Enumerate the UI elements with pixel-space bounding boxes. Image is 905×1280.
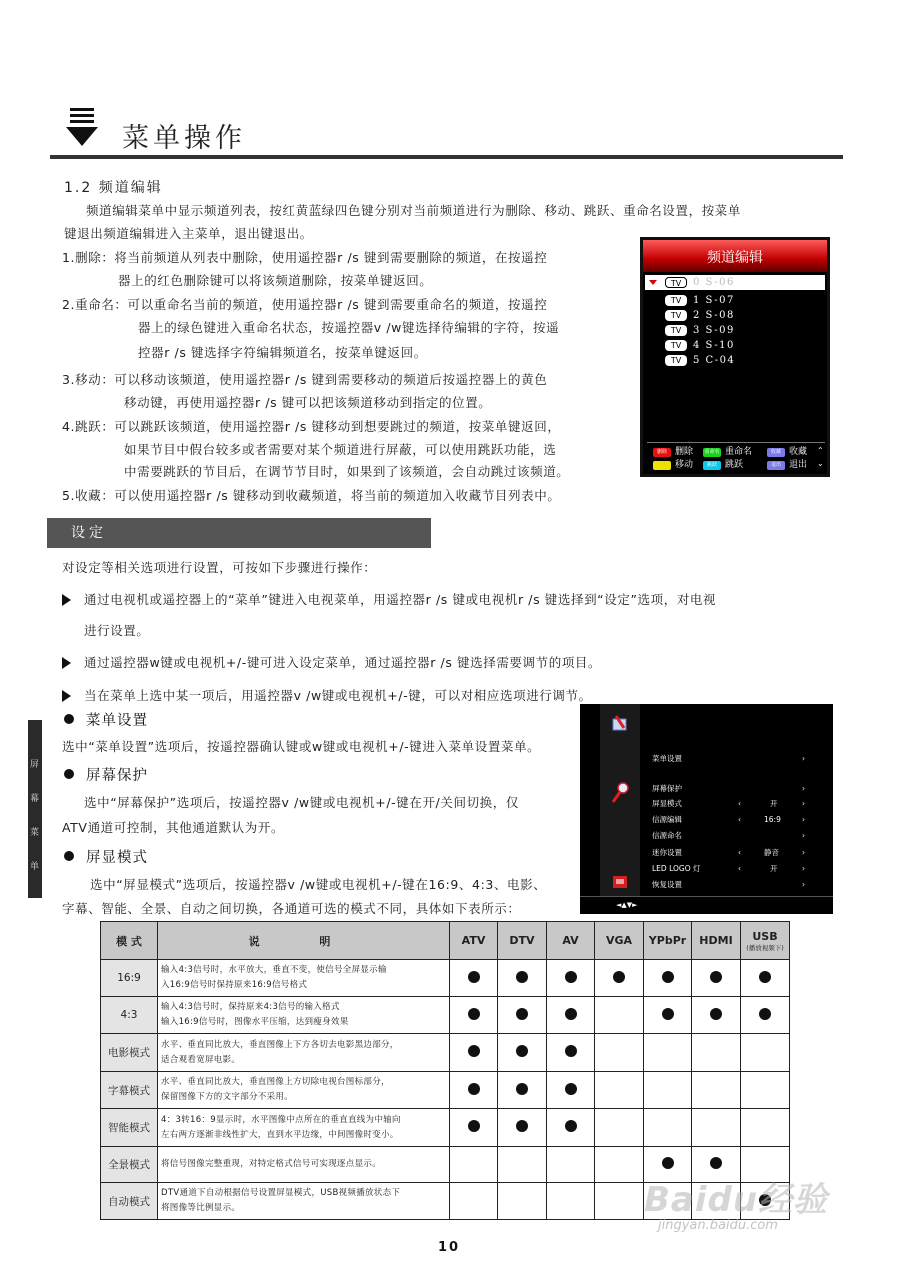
chevron-right-icon: › (802, 864, 805, 873)
col-header: ATV (450, 922, 498, 960)
bullet-icon (64, 851, 74, 861)
nav-keys-hint: ◄▲▼► (616, 901, 638, 909)
legend-favorite: 收藏 (789, 447, 808, 457)
channel-name: 3 S-09 (693, 325, 735, 336)
support-cell (450, 1072, 498, 1109)
item-skip-line: 中需要跳跃的节目后，在调节节目时，如果到了该频道，会自动跳过该频道。 (124, 464, 570, 479)
step-arrow-icon (62, 690, 71, 702)
setup-item-label[interactable]: 菜单设置 (652, 754, 682, 763)
description-line: 将图像等比例显示。 (161, 1203, 241, 1213)
support-cell (498, 1109, 547, 1147)
bullet-icon (64, 769, 74, 779)
support-cell (644, 1034, 692, 1072)
support-cell (450, 1109, 498, 1147)
setup-item-label[interactable]: 信源命名 (652, 831, 682, 840)
support-cell (498, 1034, 547, 1072)
chevron-right-icon: › (802, 784, 805, 793)
legend-rename: 重命名 (725, 447, 753, 457)
usb-label: USB (752, 929, 778, 943)
supported-dot (710, 971, 722, 983)
support-cell (547, 1072, 595, 1109)
support-cell (498, 997, 547, 1034)
supported-dot (468, 1083, 480, 1095)
chevron-right-icon: › (802, 799, 805, 808)
item-move-line: 3.移动：可以移动该频道，使用遥控器r /s 键到需要移动的频道后按遥控器上的黄色 (62, 372, 548, 387)
support-cell (644, 1072, 692, 1109)
legend-move: 移动 (675, 460, 694, 470)
supported-dot (565, 1083, 577, 1095)
supported-dot (468, 1120, 480, 1132)
item-skip-line: 如果节目中假台较多或者需要对某个频道进行屏蔽，可以使用跳跃功能，选 (124, 442, 557, 457)
description-line: 保留图像下方的文字部分不采用。 (161, 1092, 294, 1102)
support-cell (547, 1034, 595, 1072)
section-heading: 1.2 频道编辑 (64, 180, 163, 196)
support-cell (450, 1147, 498, 1183)
description-line: DTV通道下自动根据信号设置屏显模式，USB视频播放状态下 (161, 1188, 401, 1198)
table-row (101, 1109, 790, 1147)
green-key[interactable]: 重命名 (704, 449, 720, 455)
page-number: 10 (438, 1240, 461, 1255)
support-cell (741, 1109, 790, 1147)
channel-name: 2 S-08 (693, 310, 735, 321)
supported-dot (759, 971, 771, 983)
channel-name: 1 S-07 (693, 295, 735, 306)
step-text: 通过电视机或遥控器上的“菜单”键进入电视菜单，用遥控器r /s 键或电视机r /s 键选择到“设定”选项，对电视 (84, 592, 717, 607)
table-header-row (101, 922, 790, 960)
support-cell (692, 1034, 741, 1072)
description-line: 适合观看宽屏电影。 (161, 1054, 241, 1065)
setup-item-label[interactable]: 信源编辑 (652, 815, 682, 824)
item-move-line: 移动键，再使用遥控器r /s 键可以把该频道移动到指定的位置。 (124, 395, 492, 410)
supported-dot (759, 1008, 771, 1020)
support-cell (595, 1109, 644, 1147)
support-cell (498, 960, 547, 997)
pc-icon (612, 874, 628, 890)
screensaver-text: 选中“屏幕保护”选项后，按遥控器v /w键或电视机+/-键在开/关间切换，仅 (84, 795, 519, 810)
col-header: 说 明 (158, 922, 450, 960)
description-line: 4：3转16：9显示时，水平图像中点所在的垂直直线为中轴向 (161, 1114, 401, 1125)
subheading-screensaver: 屏幕保护 (86, 768, 148, 784)
section-bar-settings: 设定 (47, 518, 431, 548)
col-header: DTV (498, 922, 547, 960)
step-arrow-icon (62, 657, 71, 669)
setup-nav-bar (580, 896, 833, 914)
display-mode-text: 选中“屏显模式”选项后，按遥控器v /w键或电视机+/-键在16:9、4:3、电影、 (90, 877, 547, 892)
side-tab (28, 720, 42, 898)
support-cell (450, 960, 498, 997)
cyan-key[interactable]: 跳跃 (703, 461, 721, 470)
subheading-menu-setting: 菜单设置 (86, 713, 148, 729)
supported-dot (516, 1045, 528, 1057)
support-cell (644, 960, 692, 997)
support-cell (644, 1109, 692, 1147)
side-tab-label: 屏幕菜单 (30, 760, 40, 872)
support-cell (692, 997, 741, 1034)
supported-dot (565, 1045, 577, 1057)
supported-dot (613, 971, 625, 983)
support-cell (595, 997, 644, 1034)
description-cell (158, 960, 450, 997)
mode-cell: 智能模式 (101, 1109, 158, 1147)
supported-dot (662, 971, 674, 983)
support-cell (547, 1147, 595, 1183)
supported-dot (516, 1008, 528, 1020)
setup-item-value: 静音 (764, 848, 779, 857)
description-line: 水平、垂直同比放大，垂直图像上下方各切去电影黑边部分， (161, 1039, 399, 1050)
menu-stack-icon (66, 108, 98, 148)
supported-dot (468, 1008, 480, 1020)
step-text: 通过遥控器w键或电视机+/-键可进入设定菜单，通过遥控器r /s 键选择需要调节的项目。 (84, 655, 602, 670)
step-text: 进行设置。 (84, 623, 150, 638)
support-cell (741, 960, 790, 997)
blue-key[interactable]: 收藏 (767, 448, 785, 457)
chevron-right-icon: › (802, 848, 805, 857)
header-divider (50, 155, 843, 159)
col-header: VGA (595, 922, 644, 960)
col-header: YPbPr (644, 922, 692, 960)
down-arrow-icon: ⌄ (817, 459, 824, 468)
col-header: HDMI (692, 922, 741, 960)
table-row (101, 997, 790, 1034)
setup-item-value: 16:9 (764, 815, 781, 824)
channel-name: 4 S-10 (693, 340, 735, 351)
mode-cell: 自动模式 (101, 1183, 158, 1220)
setup-item-label[interactable]: LED LOGO 灯 (652, 864, 701, 873)
chevron-left-icon: ‹ (738, 848, 741, 857)
supported-dot (710, 1157, 722, 1169)
legend-divider (647, 442, 825, 443)
yellow-key[interactable] (653, 461, 671, 470)
supported-dot (662, 1157, 674, 1169)
item-rename-line: 控器r /s 键选择字符编辑频道名，按菜单键返回。 (138, 345, 427, 360)
supported-dot (468, 1045, 480, 1057)
support-cell (498, 1147, 547, 1183)
tv-badge: TV (665, 340, 687, 351)
description-line: 左右两方逐渐非线性扩大，直到水平边缘，中间图像时变小。 (161, 1129, 399, 1140)
support-cell (595, 1183, 644, 1220)
chevron-left-icon: ‹ (738, 799, 741, 808)
setup-item-label[interactable]: 屏幕保护 (652, 784, 682, 793)
support-cell (450, 1183, 498, 1220)
channel-name: 5 C-04 (693, 355, 736, 366)
channel-name: 0 S-06 (693, 277, 735, 288)
item-favorite-line: 5.收藏：可以使用遥控器r /s 键移动到收藏频道，将当前的频道加入收藏节目列表中。 (62, 488, 561, 503)
page-title: 菜单操作 (122, 123, 246, 154)
supported-dot (516, 971, 528, 983)
intro-line-1: 频道编辑菜单中显示频道列表，按红黄蓝绿四色键分别对当前频道进行为删除、移动、跳跃、重命名设置，按菜单 (86, 203, 742, 218)
channel-edit-screen (640, 237, 830, 477)
settings-intro: 对设定等相关选项进行设置，可按如下步骤进行操作： (62, 560, 377, 575)
description-line: 输入16:9信号时，图像水平压缩，达到瘦身效果 (161, 1017, 349, 1027)
support-cell (692, 960, 741, 997)
mode-cell: 4:3 (101, 997, 158, 1034)
support-cell (692, 1109, 741, 1147)
mode-cell: 16:9 (101, 960, 158, 997)
exit-key[interactable]: 退出 (767, 461, 785, 470)
selection-marker-icon (649, 280, 657, 285)
legend-delete: 删除 (675, 447, 694, 457)
legend-skip: 跳跃 (725, 460, 744, 470)
supported-dot (468, 971, 480, 983)
up-arrow-icon: ⌃ (817, 446, 824, 455)
chevron-right-icon: › (802, 754, 805, 763)
screensaver-text: ATV通道可控制，其他通道默认为开。 (62, 820, 285, 835)
description-cell (158, 997, 450, 1034)
description-line: 输入4:3信号时，保持原来4:3信号的输入格式 (161, 1002, 340, 1012)
description-cell (158, 1183, 450, 1220)
step-arrow-icon (62, 594, 71, 606)
chevron-right-icon: › (802, 831, 805, 840)
support-cell (692, 1072, 741, 1109)
tv-badge: TV (665, 355, 687, 366)
tv-badge: TV (665, 277, 687, 288)
support-cell (547, 960, 595, 997)
mode-cell: 电影模式 (101, 1034, 158, 1072)
supported-dot (516, 1120, 528, 1132)
setup-item-value: 开 (770, 799, 778, 808)
setup-item-label[interactable]: 迷你设置 (652, 848, 682, 857)
supported-dot (662, 1008, 674, 1020)
supported-dot (565, 971, 577, 983)
channel-edit-title: 频道编辑 (643, 240, 827, 272)
watermark-url: jingyan.baidu.com (658, 1218, 778, 1233)
description-cell (158, 1034, 450, 1072)
support-cell (498, 1183, 547, 1220)
intro-line-2: 键退出频道编辑进入主菜单，退出键退出。 (64, 226, 313, 241)
support-cell (450, 997, 498, 1034)
support-cell (741, 1034, 790, 1072)
setup-item-value: 开 (770, 864, 778, 873)
brush-icon (610, 782, 630, 804)
item-rename-line: 器上的绿色键进入重命名状态，按遥控器v /w键选择待编辑的字符，按遥 (138, 320, 560, 335)
support-cell (595, 960, 644, 997)
support-cell (547, 997, 595, 1034)
description-line: 水平、垂直同比放大，垂直图像上方切除电视台图标部分， (161, 1077, 390, 1087)
legend-exit: 退出 (789, 460, 808, 470)
description-line: 入16:9信号时保持原来16:9信号格式 (161, 980, 308, 990)
description-line: 将信号图像完整重现，对特定格式信号可实现逐点显示。 (161, 1159, 382, 1169)
setup-menu-screen (580, 704, 833, 914)
display-mode-text: 字幕、智能、全景、自动之间切换，各通道可选的模式不同，具体如下表所示： (62, 901, 521, 916)
item-delete-line: 1.删除：将当前频道从列表中删除，使用遥控器r /s 键到需要删除的频道，在按遥控 (62, 250, 548, 265)
item-delete-line: 器上的红色删除键可以将该频道删除，按菜单键返回。 (118, 273, 433, 288)
watermark-brand: Baidu经验 (644, 1180, 829, 1220)
description-line: 输入4:3信号时，水平放大，垂直不变，使信号全屏显示输 (161, 965, 387, 975)
chevron-right-icon: › (802, 815, 805, 824)
supported-dot (516, 1083, 528, 1095)
table-row (101, 1072, 790, 1109)
supported-dot (565, 1008, 577, 1020)
red-key[interactable]: 删除 (653, 448, 671, 457)
subheading-display-mode: 屏显模式 (86, 850, 148, 866)
chevron-left-icon: ‹ (738, 815, 741, 824)
item-rename-line: 2.重命名：可以重命名当前的频道，使用遥控器r /s 键到需要重命名的频道，按遥控 (62, 297, 548, 312)
step-text: 当在菜单上选中某一项后，用遥控器v /w键或电视机+/-键，可以对相应选项进行调节。 (84, 688, 592, 703)
chevron-left-icon: ‹ (738, 864, 741, 873)
description-cell (158, 1109, 450, 1147)
support-cell (547, 1183, 595, 1220)
support-cell (595, 1034, 644, 1072)
menu-setting-text: 选中“菜单设置”选项后，按遥控器确认键或w键或电视机+/-键进入菜单设置菜单。 (62, 739, 541, 754)
supported-dot (565, 1120, 577, 1132)
chevron-right-icon: › (802, 880, 805, 889)
setup-item-label[interactable]: 恢复设置 (652, 880, 682, 889)
tv-badge: TV (665, 325, 687, 336)
support-cell (498, 1072, 547, 1109)
usb-note: (播放视频下) (746, 943, 784, 952)
col-header: AV (547, 922, 595, 960)
support-cell (644, 997, 692, 1034)
col-header: 模 式 (101, 922, 158, 960)
support-cell (741, 1072, 790, 1109)
table-row (101, 960, 790, 997)
tv-badge: TV (665, 295, 687, 306)
support-cell (741, 997, 790, 1034)
setup-tool-icon (610, 714, 630, 734)
table-row (101, 1034, 790, 1072)
tv-badge: TV (665, 310, 687, 321)
item-skip-line: 4.跳跃：可以跳跃该频道，使用遥控器r /s 键移动到想要跳过的频道，按菜单键返回， (62, 419, 561, 434)
col-header-usb (741, 922, 790, 960)
support-cell (595, 1072, 644, 1109)
description-cell (158, 1147, 450, 1183)
support-cell (450, 1034, 498, 1072)
supported-dot (710, 1008, 722, 1020)
mode-cell: 全景模式 (101, 1147, 158, 1183)
support-cell (595, 1147, 644, 1183)
description-cell (158, 1072, 450, 1109)
mode-cell: 字幕模式 (101, 1072, 158, 1109)
support-cell (547, 1109, 595, 1147)
setup-item-label[interactable]: 屏显模式 (652, 799, 682, 808)
bullet-icon (64, 714, 74, 724)
